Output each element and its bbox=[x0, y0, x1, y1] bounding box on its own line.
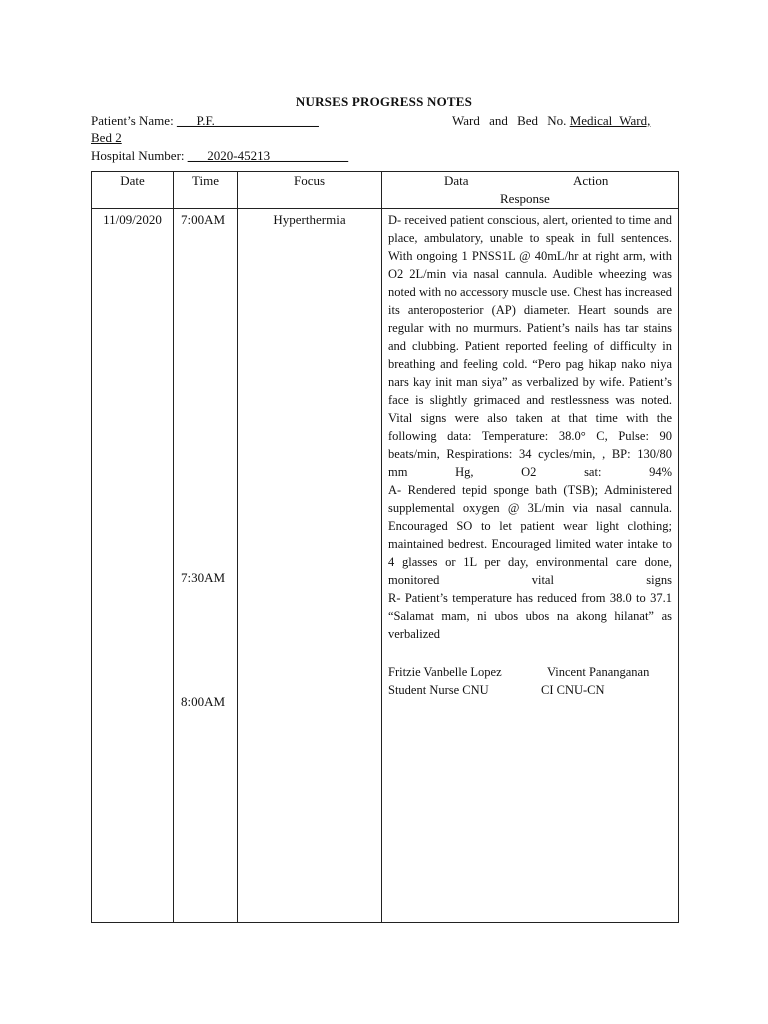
header-data: Data bbox=[444, 173, 469, 188]
progress-notes-table bbox=[91, 171, 679, 923]
hospital-number-label: Hospital Number: bbox=[91, 148, 185, 163]
student-name: Fritzie Vanbelle Lopez bbox=[388, 665, 502, 679]
time-2: 7:30AM bbox=[181, 570, 226, 585]
page-title: NURSES PROGRESS NOTES bbox=[295, 94, 473, 109]
ward-bed-line bbox=[452, 112, 650, 129]
date-value: 11/09/2020 bbox=[103, 212, 162, 227]
signature-block bbox=[388, 663, 672, 699]
header-response: Response bbox=[500, 191, 550, 206]
data-note: D- received patient conscious, alert, oriented to time and place, ambulatory, unable to speak in full sentences. With ongoing 1 PNSS1L @ 40mL/hr at right arm, with O2 2L/min via nasal cannula. Audible wheezing was noted with no accessory muscle use. Chest has increased its anteroposterior (AP) diameter. Heart sounds are regular with no murmurs. Patient’s nails has tar stains and clubbing. Patient reported feeling of difficulty in breathing and feeling cold. “Pero pag hikap nako niya nars kay init man siya” as verbalized by wife. Patient’s face is slightly grimaced and restlessness was noted. Vital signs were also taken at that time with the following data: Temperature: 38.0° C, Pulse: 90 beats/min, Respirations: 34 cycles/min, , BP: 130/80 mm Hg, O2 sat: 94% bbox=[388, 213, 672, 479]
table-row bbox=[92, 209, 679, 923]
ward-value: Medical Ward, bbox=[569, 113, 651, 128]
header-date: Date bbox=[92, 172, 174, 209]
hospital-number-value: ___2020-45213____________ bbox=[187, 148, 349, 163]
header-dar bbox=[382, 172, 679, 209]
focus-cell: Hyperthermia bbox=[238, 209, 382, 923]
patient-name-value: ___P.F.________________ bbox=[176, 113, 319, 128]
dar-cell bbox=[382, 209, 679, 923]
table-header-row bbox=[92, 172, 679, 209]
header-action: Action bbox=[573, 173, 609, 188]
time-cell bbox=[174, 209, 238, 923]
patient-name-line bbox=[91, 112, 319, 129]
response-note: R- Patient’s temperature has reduced from 38.0 to 37.1 “Salamat mam, ni ubos ubos na akong hilanat” as verbalized bbox=[388, 591, 672, 641]
ward-label: Ward and Bed No. bbox=[452, 113, 567, 128]
time-1: 7:00AM bbox=[181, 212, 226, 227]
bed-value: Bed 2 bbox=[91, 130, 122, 145]
action-note: A- Rendered tepid sponge bath (TSB); Administered supplemental oxygen @ 3L/min via nasal cannula. Encouraged SO to let patient wear light clothing; maintained bedrest. Encouraged limited water intake to 4 glasses or 1L per day, environmental care done, monitored vital signs bbox=[388, 483, 672, 587]
hospital-number-line bbox=[91, 147, 348, 164]
time-3: 8:00AM bbox=[181, 694, 226, 709]
ci-role: CI CNU-CN bbox=[541, 683, 605, 697]
header-focus: Focus bbox=[238, 172, 382, 209]
student-role: Student Nurse CNU bbox=[388, 683, 489, 697]
patient-name-label: Patient’s Name: bbox=[91, 113, 174, 128]
date-cell bbox=[92, 209, 174, 923]
header-time: Time bbox=[174, 172, 238, 209]
ci-name: Vincent Pananganan bbox=[547, 665, 650, 679]
